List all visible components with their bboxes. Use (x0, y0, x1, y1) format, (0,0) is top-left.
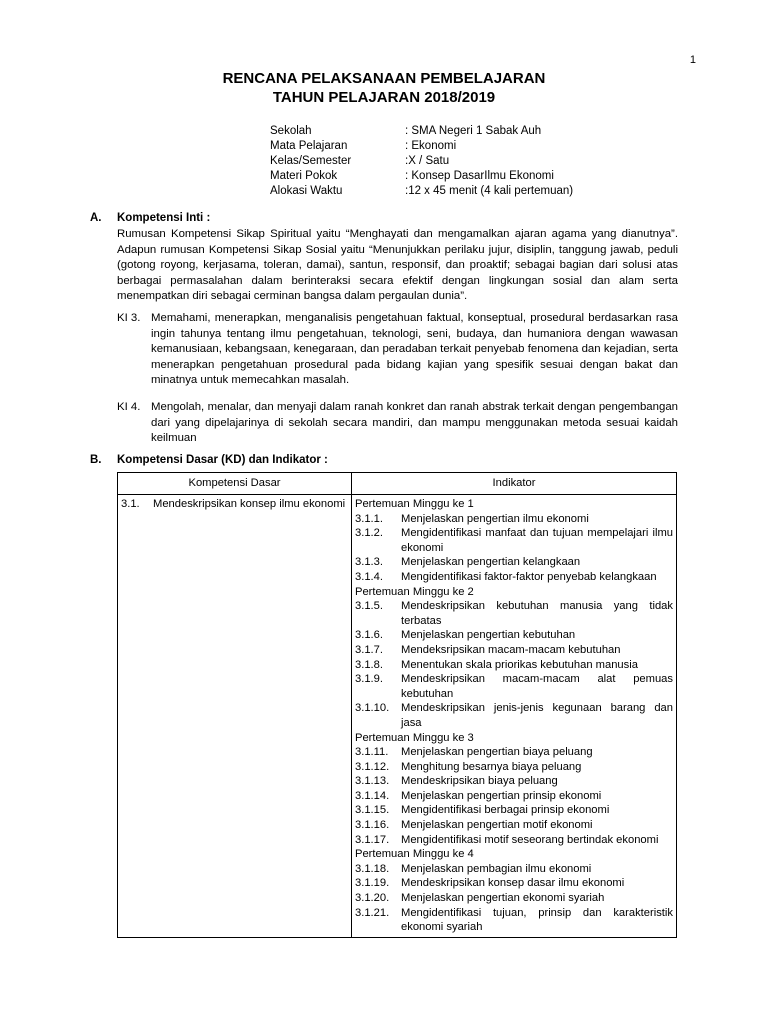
indicator-number: 3.1.10. (355, 702, 390, 715)
indicator-item (355, 555, 673, 570)
info-label: Alokasi Waktu (270, 185, 343, 197)
indicator-item (355, 862, 673, 877)
indicator-number: 3.1.12. (355, 760, 390, 773)
indicator-item (355, 833, 673, 848)
indicator-item (355, 876, 673, 891)
info-value: : SMA Negeri 1 Sabak Auh (405, 125, 542, 137)
ki4-text: Mengolah, menalar, dan menyaji dalam ranah konkret dan ranah abstrak terkait dengan pengembangan dari yang dipelajarinya di sekolah secara mandiri, dan mampu menggunakan metoda sesuai kaidah keilmuan (151, 401, 678, 444)
ki4-label: KI 4. (117, 401, 141, 413)
page-number: 1 (689, 54, 696, 66)
indicator-number: 3.1.18. (355, 862, 390, 875)
indicator-item (355, 760, 673, 775)
indicator-number: 3.1.13. (355, 775, 390, 788)
indicator-text: Mendeskripsikan kebutuhan manusia yang tidak terbatas (401, 600, 673, 627)
indicator-number: 3.1.20. (355, 892, 390, 905)
indicator-number: 3.1.8. (355, 658, 383, 671)
indicator-number: 3.1.21. (355, 906, 390, 919)
indicator-number: 3.1.11. (355, 746, 389, 759)
indicator-item (355, 745, 673, 760)
indicator-text: Menjelaskan pengertian biaya peluang (401, 746, 593, 759)
indicator-number: 3.1.15. (355, 804, 390, 817)
indicator-item (355, 789, 673, 804)
meeting-title: Pertemuan Minggu ke 2 (355, 585, 474, 598)
indicator-text: Mengidentifikasi faktor-faktor penyebab kelangkaan (401, 570, 657, 583)
indicator-number: 3.1.9. (355, 673, 383, 686)
kompetensi-inti-paragraph: Rumusan Kompetensi Sikap Spiritual yaitu “Menghayati dan mengamalkan ajaran agama yang dianutnya”. Adapun rumusan Kompetensi Sikap Sosial yaitu “Menunjukkan perilaku jujur, disiplin, tanggung jawab, peduli (gotong royong, kerjasama, toleran, damai), santun, responsif, dan proaktif; sebagai bagian dari solusi atas berbagai permasalahan dalam berinteraksi secara efektif dengan lingkungan sosial dan alam serta menempatkan diri sebagai cerminan bangsa dalam pergaulan dunia”. (117, 228, 678, 302)
ki3-item (117, 311, 678, 389)
indicator-text: Menjelaskan pengertian prinsip ekonomi (401, 789, 602, 802)
info-row-sekolah (270, 124, 573, 139)
table-header-row (118, 473, 677, 495)
indicator-item (355, 701, 673, 730)
indicator-text: Mengidentifikasi tujuan, prinsip dan karakteristik ekonomi syariah (401, 906, 673, 934)
indicator-item (355, 628, 673, 643)
table-row (118, 495, 677, 938)
info-row-alokasi-waktu (270, 184, 573, 199)
kd-number: 3.1. (121, 498, 140, 510)
ki4-item (117, 400, 678, 447)
info-row-kelas-semester (270, 154, 573, 169)
indikator-cell (352, 495, 677, 938)
section-b-letter: B. (90, 454, 102, 466)
indicator-number: 3.1.3. (355, 556, 383, 569)
indicator-text: Mengidentifikasi berbagai prinsip ekonomi (401, 804, 610, 817)
indicator-text: Mendeksripsikan macam-macam kebutuhan (401, 643, 621, 656)
section-a-title: Kompetensi Inti : (117, 212, 211, 224)
indicator-text: Mengidentifikasi motif seseorang bertindak ekonomi (401, 833, 659, 846)
indicator-item (355, 570, 673, 585)
indicator-item (355, 599, 673, 628)
indicator-text: Mendeskripsikan biaya peluang (401, 775, 558, 788)
column-header-indikator: Indikator (352, 473, 677, 495)
indicator-text: Menentukan skala priorikas kebutuhan manusia (401, 658, 638, 671)
ki3-label: KI 3. (117, 312, 141, 324)
kd-text: Mendeskripsikan konsep ilmu ekonomi (153, 498, 346, 510)
indicator-text: Menjelaskan pengertian kebutuhan (401, 629, 576, 642)
identity-block (270, 124, 573, 199)
indicator-item (355, 891, 673, 906)
indicator-number: 3.1.5. (355, 600, 383, 613)
info-value: :12 x 45 menit (4 kali pertemuan) (405, 185, 574, 197)
indicator-item (355, 672, 673, 701)
document-title-line2: TAHUN PELAJARAN 2018/2019 (272, 89, 496, 106)
ki3-text: Memahami, menerapkan, menganalisis pengetahuan faktual, konseptual, prosedural berdasarkan rasa ingin tahunya tentang ilmu pengetahuan, teknologi, seni, budaya, dan humaniora dengan wawasan kemanusiaan, kebangsaan, kenegaraan, dan peradaban terkait penyebab fenomena dan kejadian, serta menerapkan pengetahuan prosedural pada bidang kajian yang spesifik sesuai dengan bakat dan minatnya untuk memecahkan masalah. (151, 312, 678, 386)
indicator-item (355, 512, 673, 527)
indicator-number: 3.1.7. (355, 643, 383, 656)
indicator-number: 3.1.17. (355, 833, 390, 846)
indicator-item (355, 906, 673, 935)
document-title-line1: RENCANA PELAKSANAAN PEMBELAJARAN (222, 70, 546, 87)
indicator-number: 3.1.1. (355, 512, 383, 525)
info-label: Sekolah (270, 125, 312, 137)
indicator-item (355, 526, 673, 555)
indicator-number: 3.1.4. (355, 570, 383, 583)
info-label: Materi Pokok (270, 170, 338, 182)
indicator-text: Menjelaskan pengertian ilmu ekonomi (401, 512, 589, 525)
indicator-item (355, 643, 673, 658)
info-row-mata-pelajaran (270, 139, 573, 154)
info-value: :X / Satu (405, 155, 450, 167)
indicator-item (355, 803, 673, 818)
indicator-number: 3.1.16. (355, 819, 390, 832)
indicator-text: Mendeskripsikan macam-macam alat pemuas kebutuhan (401, 673, 673, 700)
section-a-letter: A. (90, 212, 102, 224)
indicator-text: Menjelaskan pengertian ekonomi syariah (401, 892, 605, 905)
info-label: Kelas/Semester (270, 155, 352, 167)
indicator-text: Menjelaskan pengertian kelangkaan (401, 556, 581, 569)
indicator-number: 3.1.14. (355, 789, 390, 802)
kd-item (121, 497, 348, 512)
meeting-title: Pertemuan Minggu ke 4 (355, 848, 474, 861)
meeting-title: Pertemuan Minggu ke 1 (355, 498, 474, 510)
indicator-text: Mendeskripsikan jenis-jenis kegunaan barang dan jasa (401, 702, 673, 729)
indicator-item (355, 658, 673, 673)
section-b-title: Kompetensi Dasar (KD) dan Indikator : (117, 454, 328, 466)
info-value: : Ekonomi (405, 140, 457, 152)
indicator-number: 3.1.6. (355, 629, 383, 642)
indicator-text: Menjelaskan pengertian motif ekonomi (401, 819, 593, 832)
kd-cell (118, 495, 352, 938)
meeting-title: Pertemuan Minggu ke 3 (355, 731, 474, 744)
indicator-item (355, 774, 673, 789)
info-label: Mata Pelajaran (270, 140, 348, 152)
indicator-text: Menjelaskan pembagian ilmu ekonomi (401, 862, 592, 875)
indicator-text: Mendeskripsikan konsep dasar ilmu ekonomi (401, 877, 625, 890)
column-header-kd: Kompetensi Dasar (118, 473, 352, 495)
indicator-item (355, 818, 673, 833)
info-row-materi-pokok (270, 169, 573, 184)
indicator-text: Mengidentifikasi manfaat dan tujuan mempelajari ilmu ekonomi (401, 527, 673, 554)
indicator-number: 3.1.2. (355, 527, 383, 540)
indicator-number: 3.1.19. (355, 877, 390, 890)
kd-indikator-table (117, 472, 677, 938)
indicator-text: Menghitung besarnya biaya peluang (401, 760, 582, 773)
info-value: : Konsep DasarIlmu Ekonomi (405, 170, 554, 182)
